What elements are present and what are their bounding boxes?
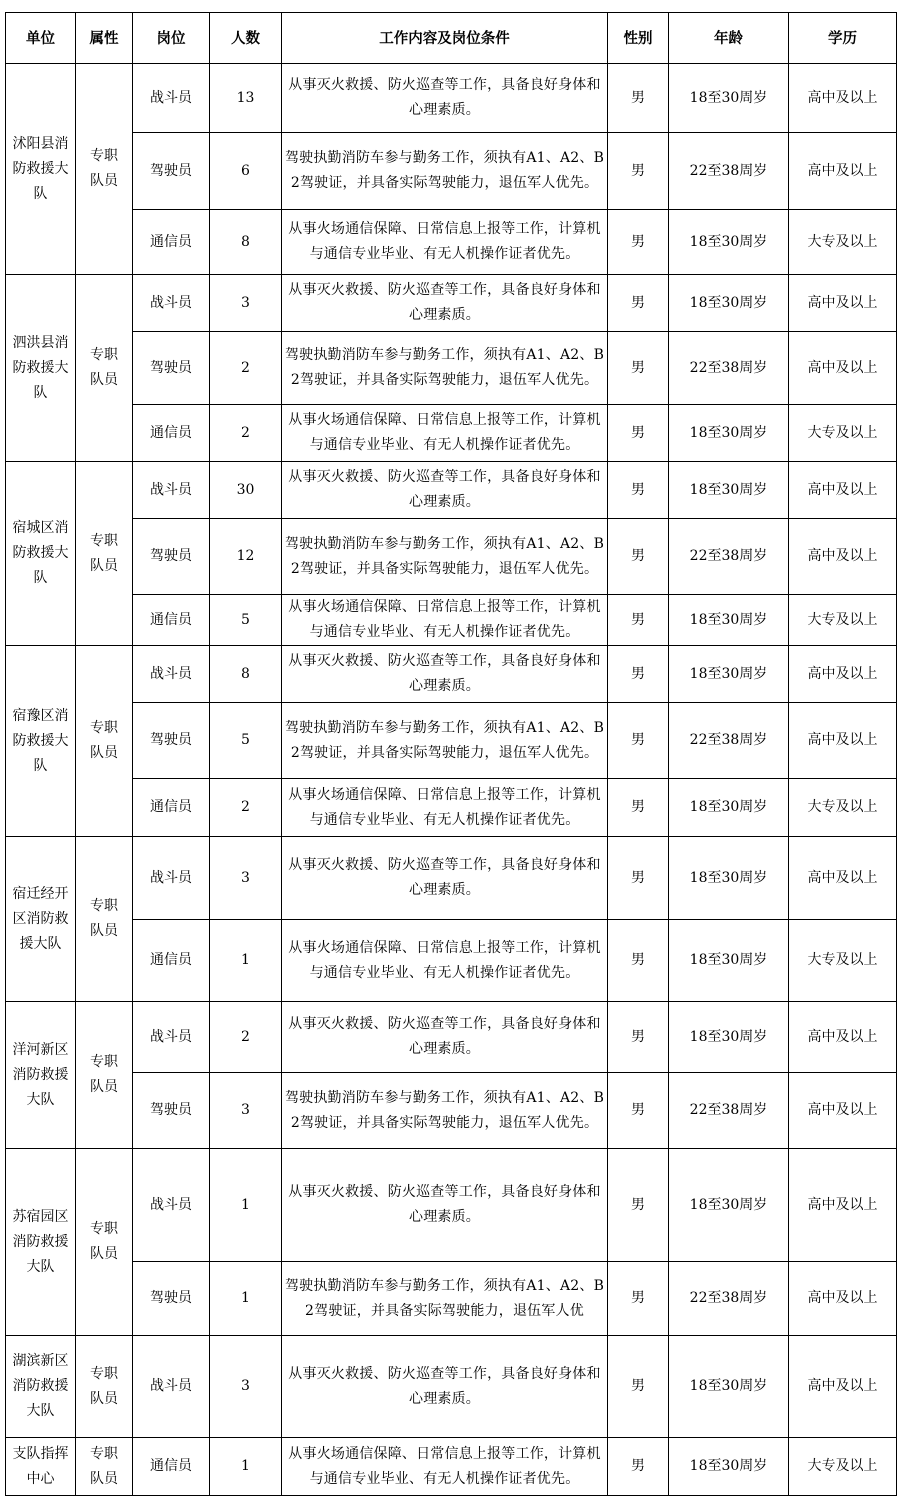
description-cell [282, 462, 608, 519]
header-unit: 单位 [6, 13, 76, 64]
header-age: 年龄 [669, 13, 789, 64]
table-row [6, 779, 897, 837]
post-cell: 战斗员 [133, 646, 210, 703]
description-cell [282, 405, 608, 462]
unit-cell [6, 837, 76, 1002]
description-cell [282, 1336, 608, 1438]
attr-cell [76, 462, 133, 646]
post-cell: 驾驶员 [133, 519, 210, 595]
age-cell: 22至38周岁 [669, 703, 789, 779]
description-text: 从事灭火救援、防火巡查等工作，具备良好身体和心理素质。 [288, 1016, 601, 1057]
table-row [6, 646, 897, 703]
education-cell: 高中及以上 [789, 133, 897, 210]
description-cell [282, 837, 608, 920]
age-cell: 18至30周岁 [669, 64, 789, 133]
gender-cell: 男 [608, 779, 669, 837]
age-cell: 18至30周岁 [669, 837, 789, 920]
count-cell: 3 [210, 837, 282, 920]
description-text: 从事火场通信保障、日常信息上报等工作，计算机与通信专业毕业、有无人机操作证者优先。 [288, 221, 601, 262]
table-row [6, 332, 897, 405]
unit-name: 宿豫区消防救援大队 [12, 707, 69, 774]
education-cell: 高中及以上 [789, 275, 897, 332]
description-text: 驾驶执勤消防车参与勤务工作，须执有A1、A2、B2驾驶证，并具备实际驾驶能力，退伍军人优先。 [284, 150, 605, 191]
description-text: 驾驶执勤消防车参与勤务工作，须执有A1、A2、B2驾驶证，并具备实际驾驶能力，退伍军人优先。 [284, 347, 605, 388]
count-cell: 2 [210, 779, 282, 837]
count-cell: 2 [210, 1002, 282, 1073]
description-cell [282, 1149, 608, 1262]
description-text: 从事灭火救援、防火巡查等工作，具备良好身体和心理素质。 [288, 282, 601, 323]
count-cell: 30 [210, 462, 282, 519]
gender-cell: 男 [608, 332, 669, 405]
age-cell: 22至38周岁 [669, 519, 789, 595]
table-row [6, 519, 897, 595]
unit-cell [6, 275, 76, 462]
education-cell: 大专及以上 [789, 210, 897, 275]
count-cell: 3 [210, 275, 282, 332]
post-cell: 通信员 [133, 920, 210, 1002]
table-row [6, 595, 897, 646]
description-text: 驾驶执勤消防车参与勤务工作，须执有A1、A2、B2驾驶证，并具备实际驾驶能力，退伍军人优 [284, 1277, 605, 1319]
description-cell [282, 1262, 608, 1336]
description-text: 从事火场通信保障、日常信息上报等工作，计算机与通信专业毕业、有无人机操作证者优先。 [288, 939, 601, 981]
table-row [6, 275, 897, 332]
description-text: 从事灭火救援、防火巡查等工作，具备良好身体和心理素质。 [288, 77, 601, 118]
gender-cell: 男 [608, 64, 669, 133]
count-cell: 6 [210, 133, 282, 210]
count-cell: 1 [210, 920, 282, 1002]
attr-cell [76, 275, 133, 462]
age-cell: 18至30周岁 [669, 1438, 789, 1496]
description-text: 从事灭火救援、防火巡查等工作，具备良好身体和心理素质。 [288, 1365, 601, 1407]
count-cell: 3 [210, 1073, 282, 1149]
count-cell: 8 [210, 210, 282, 275]
education-cell: 高中及以上 [789, 1073, 897, 1149]
count-cell: 2 [210, 405, 282, 462]
description-text: 驾驶执勤消防车参与勤务工作，须执有A1、A2、B2驾驶证，并具备实际驾驶能力，退伍军人优先。 [284, 1089, 605, 1131]
table-row [6, 703, 897, 779]
description-cell [282, 133, 608, 210]
post-cell: 战斗员 [133, 837, 210, 920]
count-cell: 1 [210, 1149, 282, 1262]
attr-cell [76, 1336, 133, 1438]
attr-label: 专职队员 [90, 1054, 118, 1095]
table-row [6, 1002, 897, 1073]
post-cell: 战斗员 [133, 275, 210, 332]
gender-cell: 男 [608, 1438, 669, 1496]
age-cell: 18至30周岁 [669, 1002, 789, 1073]
age-cell: 18至30周岁 [669, 210, 789, 275]
unit-name: 宿城区消防救援大队 [12, 520, 69, 586]
description-cell [282, 64, 608, 133]
education-cell: 大专及以上 [789, 405, 897, 462]
unit-cell [6, 64, 76, 275]
gender-cell: 男 [608, 210, 669, 275]
age-cell: 18至30周岁 [669, 462, 789, 519]
age-cell: 22至38周岁 [669, 133, 789, 210]
gender-cell: 男 [608, 1262, 669, 1336]
header-gender: 性别 [608, 13, 669, 64]
education-cell: 高中及以上 [789, 1336, 897, 1438]
count-cell: 5 [210, 703, 282, 779]
attr-label: 专职队员 [90, 898, 118, 939]
description-text: 驾驶执勤消防车参与勤务工作，须执有A1、A2、B2驾驶证，并具备实际驾驶能力，退伍军人优先。 [284, 535, 605, 577]
education-cell: 高中及以上 [789, 1149, 897, 1262]
attr-cell [76, 1002, 133, 1149]
post-cell: 驾驶员 [133, 703, 210, 779]
gender-cell: 男 [608, 405, 669, 462]
attr-label: 专职队员 [90, 347, 118, 388]
age-cell: 18至30周岁 [669, 920, 789, 1002]
header-description: 工作内容及岗位条件 [282, 13, 608, 64]
unit-name: 洋河新区消防救援大队 [12, 1041, 69, 1108]
description-text: 从事灭火救援、防火巡查等工作，具备良好身体和心理素质。 [288, 1184, 601, 1225]
education-cell: 大专及以上 [789, 1438, 897, 1496]
post-cell: 战斗员 [133, 1002, 210, 1073]
gender-cell: 男 [608, 595, 669, 646]
header-post: 岗位 [133, 13, 210, 64]
count-cell: 2 [210, 332, 282, 405]
description-cell [282, 210, 608, 275]
post-cell: 驾驶员 [133, 133, 210, 210]
age-cell: 22至38周岁 [669, 332, 789, 405]
post-cell: 通信员 [133, 595, 210, 646]
description-text: 从事火场通信保障、日常信息上报等工作，计算机与通信专业毕业、有无人机操作证者优先。 [288, 1445, 601, 1487]
age-cell: 18至30周岁 [669, 1336, 789, 1438]
education-cell: 高中及以上 [789, 64, 897, 133]
unit-name: 苏宿园区消防救援大队 [12, 1208, 69, 1275]
table-row [6, 1149, 897, 1262]
description-text: 驾驶执勤消防车参与勤务工作，须执有A1、A2、B2驾驶证，并具备实际驾驶能力，退伍军人优先。 [284, 719, 605, 761]
post-cell: 通信员 [133, 405, 210, 462]
attr-label: 专职队员 [90, 1221, 118, 1262]
education-cell: 高中及以上 [789, 462, 897, 519]
table-row [6, 1336, 897, 1438]
unit-cell [6, 646, 76, 837]
description-cell [282, 646, 608, 703]
post-cell: 战斗员 [133, 462, 210, 519]
attr-label: 专职队员 [90, 720, 118, 761]
count-cell: 12 [210, 519, 282, 595]
attr-label: 专职队员 [90, 532, 118, 574]
age-cell: 22至38周岁 [669, 1262, 789, 1336]
post-cell: 通信员 [133, 210, 210, 275]
table-row [6, 1073, 897, 1149]
education-cell: 大专及以上 [789, 920, 897, 1002]
age-cell: 18至30周岁 [669, 1149, 789, 1262]
table-row [6, 64, 897, 133]
table-row [6, 210, 897, 275]
description-text: 从事火场通信保障、日常信息上报等工作，计算机与通信专业毕业、有无人机操作证者优先。 [288, 599, 601, 640]
education-cell: 高中及以上 [789, 703, 897, 779]
table-row [6, 405, 897, 462]
unit-cell [6, 1149, 76, 1336]
post-cell: 战斗员 [133, 64, 210, 133]
unit-name: 泗洪县消防救援大队 [12, 334, 69, 401]
description-text: 从事灭火救援、防火巡查等工作，具备良好身体和心理素质。 [288, 469, 601, 510]
count-cell: 5 [210, 595, 282, 646]
description-cell [282, 920, 608, 1002]
gender-cell: 男 [608, 519, 669, 595]
description-text: 从事灭火救援、防火巡查等工作，具备良好身体和心理素质。 [288, 653, 601, 694]
post-cell: 战斗员 [133, 1149, 210, 1262]
age-cell: 22至38周岁 [669, 1073, 789, 1149]
education-cell: 高中及以上 [789, 646, 897, 703]
attr-label: 专职队员 [90, 148, 118, 189]
gender-cell: 男 [608, 275, 669, 332]
description-cell [282, 779, 608, 837]
attr-cell [76, 646, 133, 837]
education-cell: 高中及以上 [789, 332, 897, 405]
count-cell: 1 [210, 1262, 282, 1336]
header-attr: 属性 [76, 13, 133, 64]
table-row [6, 1438, 897, 1496]
education-cell: 高中及以上 [789, 1262, 897, 1336]
post-cell: 驾驶员 [133, 1073, 210, 1149]
unit-name: 支队指挥中心 [12, 1445, 69, 1487]
unit-cell [6, 1438, 76, 1496]
attr-cell [76, 1149, 133, 1336]
gender-cell: 男 [608, 1336, 669, 1438]
education-cell: 大专及以上 [789, 595, 897, 646]
count-cell: 3 [210, 1336, 282, 1438]
header-count: 人数 [210, 13, 282, 64]
gender-cell: 男 [608, 920, 669, 1002]
unit-cell [6, 1002, 76, 1149]
attr-cell [76, 64, 133, 275]
gender-cell: 男 [608, 646, 669, 703]
description-cell [282, 703, 608, 779]
count-cell: 1 [210, 1438, 282, 1496]
description-cell [282, 1073, 608, 1149]
education-cell: 高中及以上 [789, 1002, 897, 1073]
gender-cell: 男 [608, 1002, 669, 1073]
attr-label: 专职队员 [90, 1365, 118, 1407]
gender-cell: 男 [608, 837, 669, 920]
post-cell: 驾驶员 [133, 332, 210, 405]
post-cell: 通信员 [133, 779, 210, 837]
unit-name: 湖滨新区消防救援大队 [12, 1353, 69, 1419]
gender-cell: 男 [608, 462, 669, 519]
unit-cell [6, 462, 76, 646]
age-cell: 18至30周岁 [669, 646, 789, 703]
description-cell [282, 595, 608, 646]
table-row [6, 1262, 897, 1336]
age-cell: 18至30周岁 [669, 275, 789, 332]
gender-cell: 男 [608, 1149, 669, 1262]
header-education: 学历 [789, 13, 897, 64]
attr-label: 专职队员 [90, 1445, 118, 1487]
count-cell: 13 [210, 64, 282, 133]
attr-cell [76, 1438, 133, 1496]
age-cell: 18至30周岁 [669, 779, 789, 837]
description-cell [282, 1438, 608, 1496]
age-cell: 18至30周岁 [669, 405, 789, 462]
unit-cell [6, 1336, 76, 1438]
count-cell: 8 [210, 646, 282, 703]
attr-cell [76, 837, 133, 1002]
unit-name: 沭阳县消防救援大队 [12, 135, 69, 202]
description-text: 从事火场通信保障、日常信息上报等工作，计算机与通信专业毕业、有无人机操作证者优先。 [288, 786, 601, 828]
description-cell [282, 1002, 608, 1073]
education-cell: 高中及以上 [789, 519, 897, 595]
table-row [6, 462, 897, 519]
table-header-row [6, 13, 897, 64]
description-cell [282, 519, 608, 595]
table-row [6, 920, 897, 1002]
description-cell [282, 332, 608, 405]
gender-cell: 男 [608, 703, 669, 779]
table-body [6, 64, 897, 1496]
gender-cell: 男 [608, 1073, 669, 1149]
age-cell: 18至30周岁 [669, 595, 789, 646]
unit-name: 宿迁经开区消防救援大队 [12, 885, 69, 952]
table-row [6, 133, 897, 210]
table-row [6, 837, 897, 920]
recruitment-table [5, 12, 897, 1496]
gender-cell: 男 [608, 133, 669, 210]
post-cell: 驾驶员 [133, 1262, 210, 1336]
education-cell: 大专及以上 [789, 779, 897, 837]
description-text: 从事灭火救援、防火巡查等工作，具备良好身体和心理素质。 [288, 857, 601, 898]
education-cell: 高中及以上 [789, 837, 897, 920]
post-cell: 战斗员 [133, 1336, 210, 1438]
post-cell: 通信员 [133, 1438, 210, 1496]
description-text: 从事火场通信保障、日常信息上报等工作，计算机与通信专业毕业、有无人机操作证者优先。 [288, 412, 601, 453]
description-cell [282, 275, 608, 332]
